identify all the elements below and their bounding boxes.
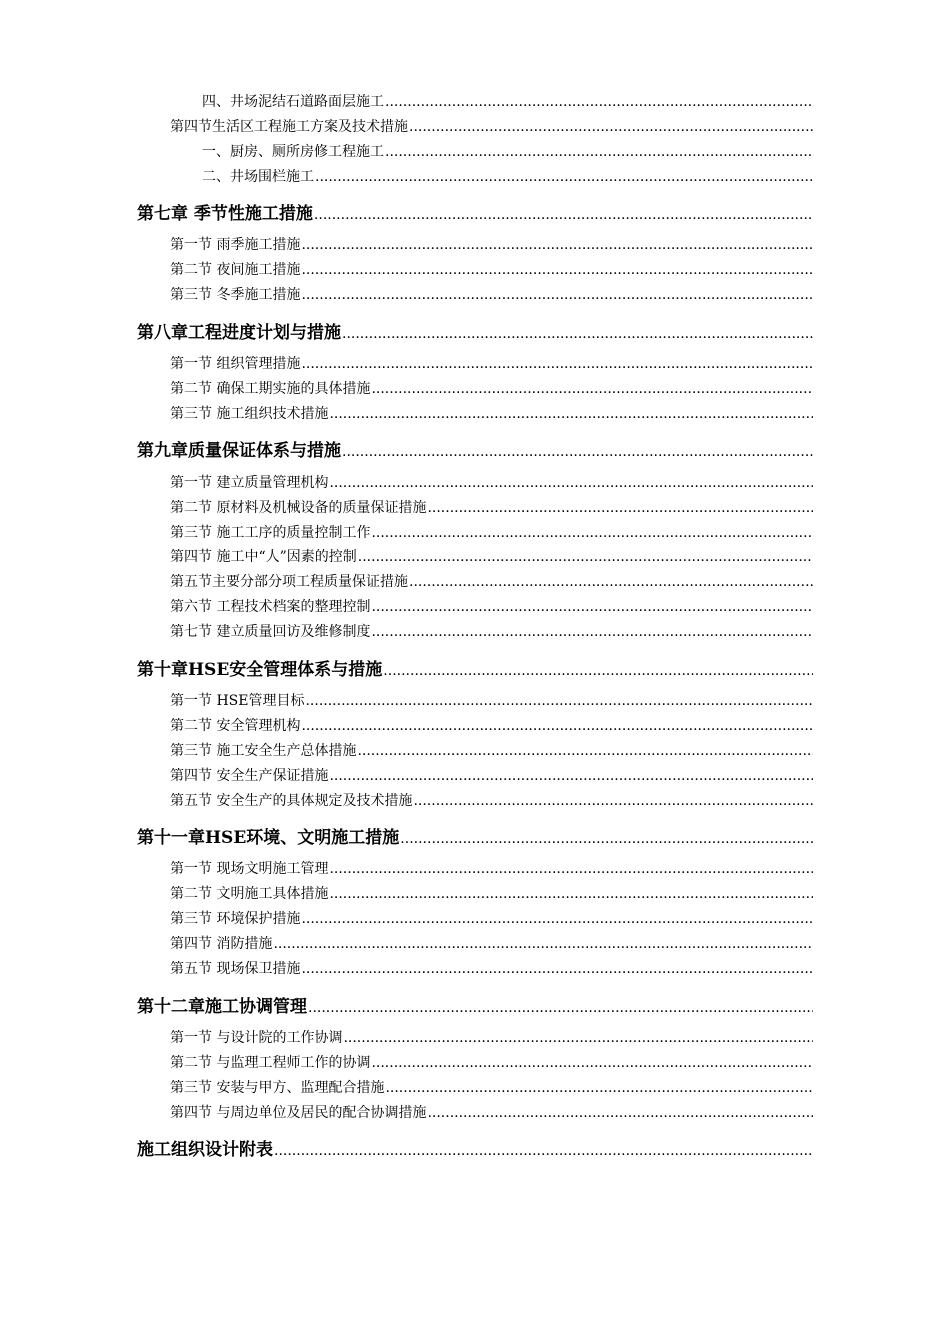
toc-chapter [137,199,813,224]
toc-entry-label: 第一节 现场文明施工管理 [170,861,329,877]
toc-chapter [137,655,813,680]
dot-leader [409,119,813,135]
toc-entry-label: 第三节 环境保护措施 [170,911,301,927]
dot-leader [329,768,813,784]
toc-entry-label: 四、井场泥结石道路面层施工 [202,94,384,110]
toc-entry [170,353,813,373]
dot-leader [301,262,813,278]
dot-leader [427,1105,813,1121]
dot-leader [385,1080,813,1096]
dot-leader [383,660,813,680]
dot-leader [329,406,813,422]
toc-entry [170,522,813,542]
dot-leader [301,718,813,734]
toc-entry [170,1027,813,1047]
dot-leader [371,381,813,397]
dot-leader [371,525,813,541]
toc-entry [170,497,813,517]
toc-entry-label: 第四节 与周边单位及居民的配合协调措施 [170,1105,427,1121]
toc-entry-label: 第一节 组织管理措施 [170,356,301,372]
toc-entry [170,690,813,710]
toc-chapter [137,823,813,848]
toc-entry [170,596,813,616]
toc-entry-label: 第一节 雨季施工措施 [170,237,301,253]
dot-leader [371,624,813,640]
toc-entry [170,790,813,810]
dot-leader [301,287,813,303]
dot-leader [329,886,813,902]
toc-entry [170,740,813,760]
toc-entry [170,259,813,279]
toc-entry [170,284,813,304]
toc-chapter [137,992,813,1017]
toc-entry-label: 第三节 施工组织技术措施 [170,406,329,422]
dot-leader [273,936,813,952]
toc-chapter [137,318,813,343]
toc-entry [170,116,813,136]
toc-entry-label: 第三节 安装与甲方、监理配合措施 [170,1080,385,1096]
toc-entry-label: 第三节 冬季施工措施 [170,287,301,303]
toc-entry [170,933,813,953]
toc-chapter [137,1135,813,1160]
toc-entry-label: 第四节生活区工程施工方案及技术措施 [170,119,408,135]
dot-leader [385,144,813,160]
toc-entry [170,883,813,903]
toc-entry [170,765,813,785]
toc-entry [170,858,813,878]
toc-chapter-label: 第七章 季节性施工措施 [137,204,313,224]
toc-entry [170,234,813,254]
toc-entry [170,908,813,928]
toc-entry-label: 第二节 确保工期实施的具体措施 [170,381,371,397]
toc-entry [170,546,813,566]
toc-chapter-label: 第八章工程进度计划与措施 [137,323,341,343]
toc-chapter-label: 第九章质量保证体系与措施 [137,441,341,461]
toc-entry-label: 第四节 安全生产保证措施 [170,768,329,784]
dot-leader [342,441,813,461]
toc-entry [170,1102,813,1122]
toc-entry [170,1052,813,1072]
toc-entry-label: 第二节 夜间施工措施 [170,262,301,278]
toc-entry-label: 第五节 现场保卫措施 [170,961,301,977]
toc-entry-label: 第五节 安全生产的具体规定及技术措施 [170,793,413,809]
toc-entry [170,571,813,591]
toc-entry-label: 第二节 原材料及机械设备的质量保证措施 [170,500,427,516]
dot-leader [329,475,813,491]
dot-leader [308,997,813,1017]
dot-leader [305,693,813,709]
toc-entry [202,166,813,186]
dot-leader [314,204,813,224]
dot-leader [315,169,813,185]
toc-entry [170,403,813,423]
toc-chapter-label: 第十二章施工协调管理 [137,997,307,1017]
dot-leader [371,599,813,615]
toc-chapter-label: 第十一章HSE环境、文明施工措施 [137,828,400,848]
toc-entry [170,715,813,735]
dot-leader [342,323,813,343]
toc-entry-label: 二、井场围栏施工 [202,169,314,185]
toc-entry-label: 第四节 施工中“人”因素的控制 [170,549,357,565]
toc-entry-label: 第二节 文明施工具体措施 [170,886,329,902]
dot-leader [301,356,813,372]
toc-entry-label: 第二节 安全管理机构 [170,718,301,734]
dot-leader [409,574,813,590]
toc-entry-label: 第三节 施工安全生产总体措施 [170,743,357,759]
toc-chapter [137,436,813,461]
dot-leader [301,961,813,977]
dot-leader [301,911,813,927]
toc-entry-label: 第三节 施工工序的质量控制工作 [170,525,371,541]
dot-leader [358,549,813,565]
toc-entry-label: 第五节主要分部分项工程质量保证措施 [170,574,408,590]
toc-entry-label: 第六节 工程技术档案的整理控制 [170,599,371,615]
dot-leader [329,861,813,877]
toc-entry [170,378,813,398]
dot-leader [400,828,813,848]
toc-chapter-label: 第十章HSE安全管理体系与措施 [137,660,383,680]
toc-entry [170,958,813,978]
dot-leader [357,743,813,759]
toc-entry [170,621,813,641]
dot-leader [427,500,813,516]
toc-entry [202,91,813,111]
toc-entry-label: 第二节 与监理工程师工作的协调 [170,1055,371,1071]
dot-leader [385,94,813,110]
toc-entry-label: 一、厨房、厕所房修工程施工 [202,144,384,160]
toc-entry-label: 第一节 HSE管理目标 [170,693,305,709]
dot-leader [343,1030,813,1046]
dot-leader [413,793,813,809]
toc-chapter-label: 施工组织设计附表 [137,1140,273,1160]
dot-leader [371,1055,813,1071]
toc-entry-label: 第七节 建立质量回访及维修制度 [170,624,371,640]
dot-leader [301,237,813,253]
toc-entry-label: 第一节 与设计院的工作协调 [170,1030,343,1046]
toc-entry [202,141,813,161]
toc-entry [170,472,813,492]
dot-leader [274,1140,813,1160]
toc-entry-label: 第一节 建立质量管理机构 [170,475,329,491]
toc-entry-label: 第四节 消防措施 [170,936,273,952]
toc-entry [170,1077,813,1097]
